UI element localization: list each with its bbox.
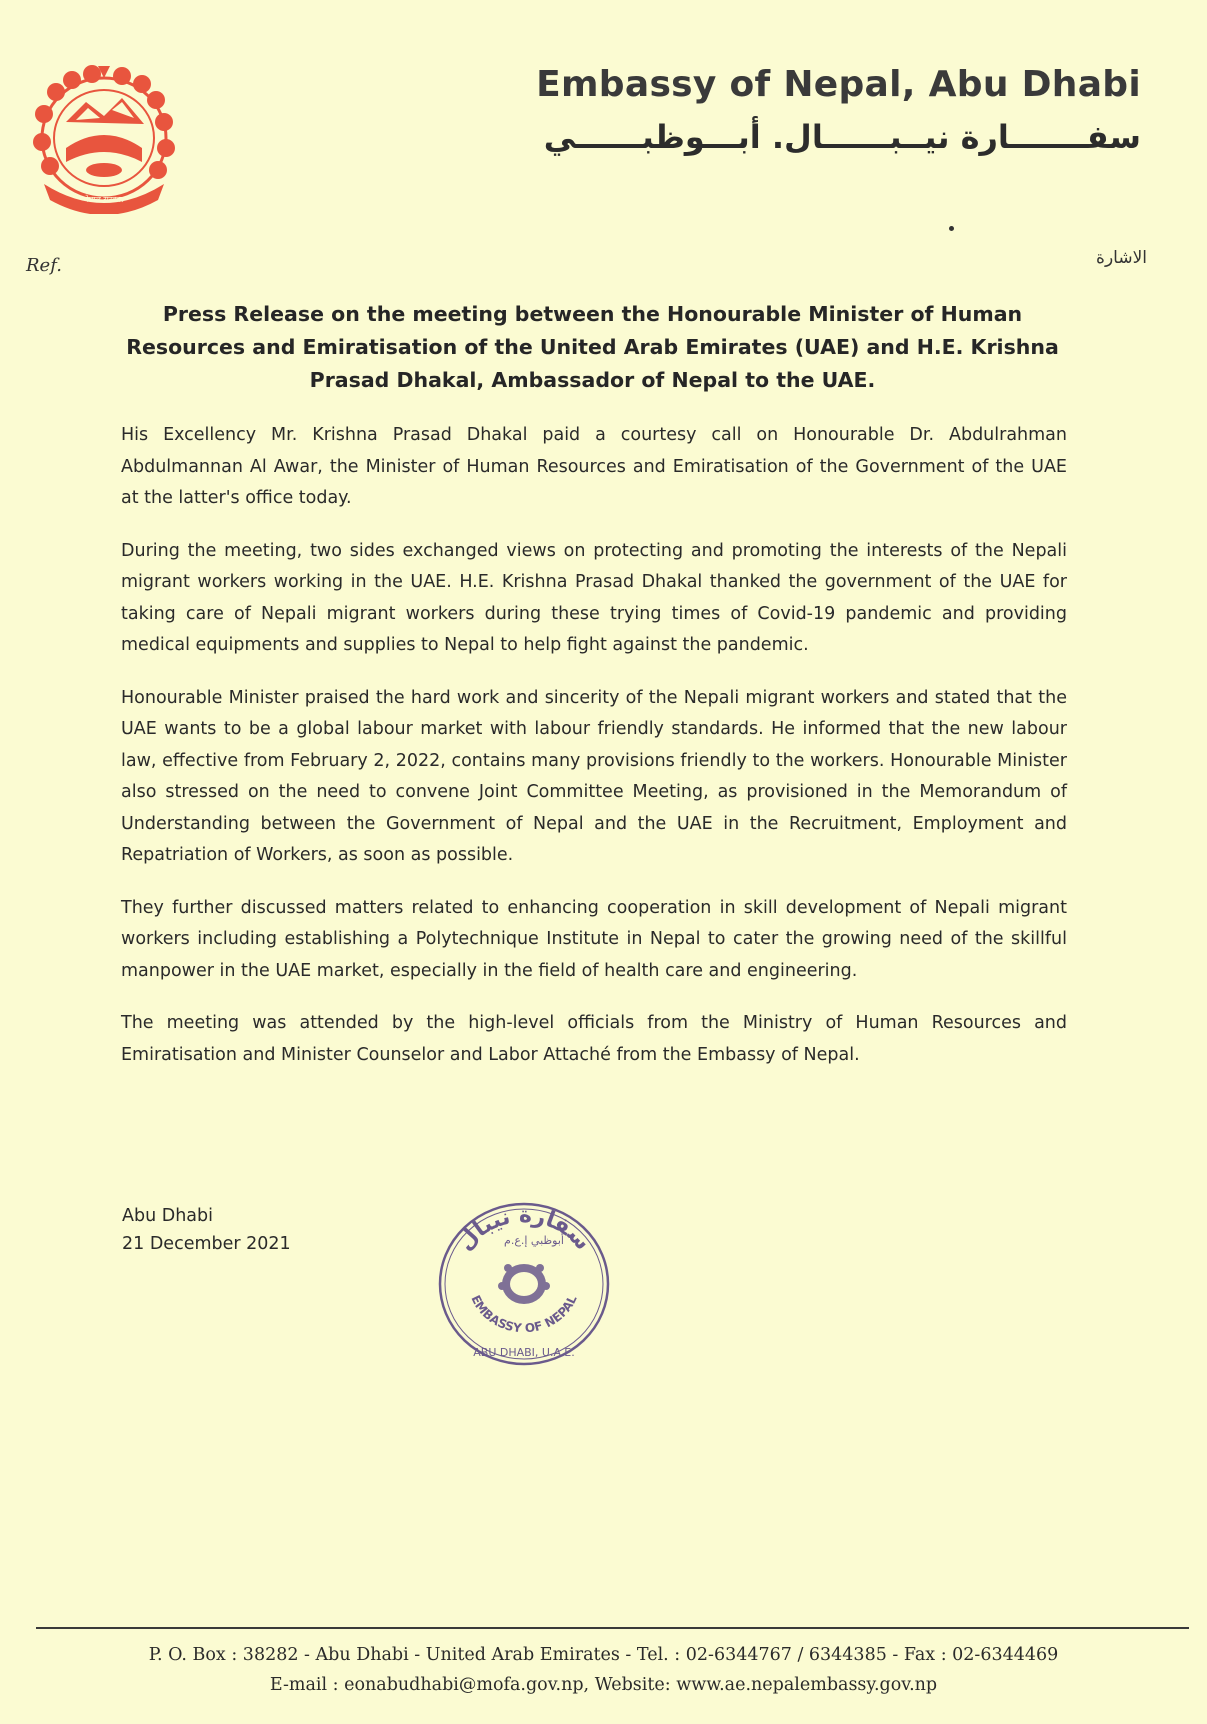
seal-arabic-sub: أبوظبي إ.ع.م [504, 1234, 564, 1247]
emblem-graphic [26, 62, 182, 214]
embassy-seal-stamp [430, 1196, 618, 1372]
paragraph-4: They further discussed matters related to enhancing cooperation in skill development of Nepali migrant workers including establishing a Polytechnique Institute in Nepal to cater the growing need of the skillful manpower in the UAE market, especially in the field of health care and engineering. [121, 897, 1067, 981]
seal-english-text: EMBASSY OF NEPAL [468, 1293, 580, 1336]
paragraph-2: During the meeting, two sides exchanged views on protecting and promoting the interests of the Nepali migrant workers working in the UAE. H.E. Krishna Prasad Dhakal thanked the government of the UAE for taking care of Nepali migrant workers during these trying times of Covid-19 pandemic and providing medical equipments and supplies to Nepal to help fight against the pandemic. [121, 540, 1067, 655]
signoff-date: 21 December 2021 [122, 1234, 291, 1254]
seal-graphic [430, 1196, 618, 1372]
paragraph-1: His Excellency Mr. Krishna Prasad Dhakal paid a courtesy call on Honourable Dr. Abdulrahman Abdulmannan Al Awar, the Minister of Human Resources and Emiratisation of the Government of the UAE at the latter's office today. [121, 425, 1067, 508]
signoff-block [122, 1202, 291, 1258]
emblem-text: नेपाल सरकार [84, 195, 124, 204]
seal-english-sub: ABU DHABI, U.A.E. [473, 1346, 575, 1359]
embassy-title-arabic: سفـــــــارة نيــبــــــال. أبـــوظبــــــي [543, 118, 1141, 156]
seal-arabic-text: سفارة نيبال [452, 1202, 596, 1256]
nepal-emblem-logo [26, 62, 182, 214]
ink-speck [949, 226, 954, 231]
ref-label-arabic: الاشارة [1096, 248, 1147, 268]
embassy-title: Embassy of Nepal, Abu Dhabi [536, 64, 1141, 105]
paragraph-3: Honourable Minister praised the hard work and sincerity of the Nepali migrant workers and stated that the UAE wants to be a global labour market with labour friendly standards. He informed that the new labour law, effective from February 2, 2022, contains many provisions friendly to the workers. Honourable Minister also stressed on the need to convene Joint Committee Meeting, as provisioned in the Memorandum of Understanding between the Government of Nepal and the UAE in the Recruitment, Employment and Repatriation of Workers, as soon as possible. [121, 687, 1067, 865]
footer [0, 1640, 1207, 1700]
paragraph-5: The meeting was attended by the high-level officials from the Ministry of Human Resources and Emiratisation and Minister Counselor and Labor Attaché from the Embassy of Nepal. [121, 1013, 1067, 1065]
press-release-heading: Press Release on the meeting between the Honourable Minister of Human Resources and Emiratisation of the United Arab Emirates (UAE) and H.E. Krishna Prasad Dhakal, Ambassador of Nepal to the UAE. [126, 302, 1059, 392]
footer-rule [36, 1627, 1189, 1629]
letter-body [121, 420, 1067, 1092]
footer-contact: E-mail : eonabudhabi@mofa.gov.np, Website: www.ae.nepalembassy.gov.np [269, 1675, 938, 1695]
ref-label: Ref. [26, 255, 62, 276]
footer-address: P. O. Box : 38282 - Abu Dhabi - United Arab Emirates - Tel. : 02-6344767 / 6344385 - Fax : 02-6344469 [148, 1645, 1059, 1665]
signoff-place: Abu Dhabi [122, 1206, 213, 1226]
